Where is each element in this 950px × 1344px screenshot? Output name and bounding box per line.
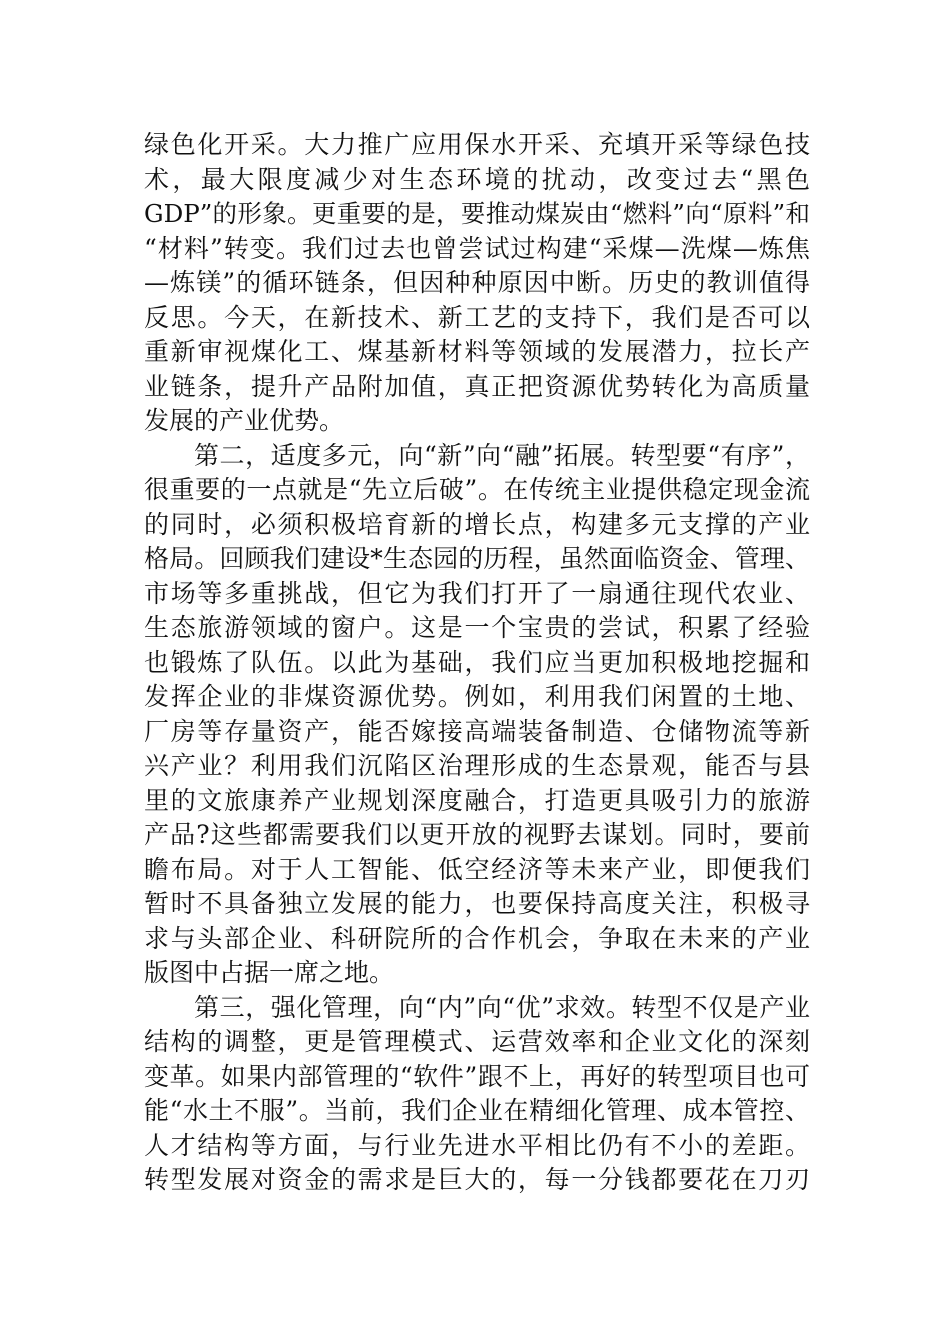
text-line: 绿色化开采。大力推广应用保水开采、充填开采等绿色技 bbox=[144, 130, 810, 159]
text-line: GDP”的形象。更重要的是，要推动煤炭由“燃料”向“原料”和 bbox=[144, 199, 810, 228]
text-line: 变革。如果内部管理的“软件”跟不上，再好的转型项目也可 bbox=[144, 1061, 810, 1091]
text-line: 能“水土不服”。当前，我们企业在精细化管理、成本管控、 bbox=[144, 1096, 810, 1125]
text-line: 瞻布局。对于人工智能、低空经济等未来产业，即便我们 bbox=[144, 854, 810, 884]
text-line: 暂时不具备独立发展的能力，也要保持高度关注，积极寻 bbox=[144, 889, 810, 918]
text-line: 重新审视煤化工、煤基新材料等领域的发展潜力，拉长产 bbox=[144, 337, 810, 366]
text-line: 的同时，必须积极培育新的增长点，构建多元支撑的产业 bbox=[144, 509, 810, 539]
text-line: 格局。回顾我们建设*生态园的历程，虽然面临资金、管理、 bbox=[144, 544, 810, 573]
text-line: 反思。今天，在新技术、新工艺的支持下，我们是否可以 bbox=[144, 302, 810, 332]
paragraph-start-line: 第三，强化管理，向“内”向“优”求效。转型不仅是产业 bbox=[194, 992, 810, 1022]
text-line: —炼镁”的循环链条，但因种种原因中断。历史的教训值得 bbox=[144, 268, 810, 297]
text-line: 厂房等存量资产，能否嫁接高端装备制造、仓储物流等新 bbox=[144, 716, 810, 746]
text-line: 求与头部企业、科研院所的合作机会，争取在未来的产业 bbox=[144, 923, 810, 953]
text-line: 人才结构等方面，与行业先进水平相比仍有不小的差距。 bbox=[144, 1130, 810, 1160]
text-line: 很重要的一点就是“先立后破”。在传统主业提供稳定现金流 bbox=[144, 475, 810, 504]
text-line: 生态旅游领域的窗户。这是一个宝贵的尝试，积累了经验 bbox=[144, 613, 810, 642]
text-line: 产品?这些都需要我们以更开放的视野去谋划。同时，要前 bbox=[144, 820, 810, 849]
text-line: 版图中占据一席之地。 bbox=[144, 958, 395, 987]
text-line: 发展的产业优势。 bbox=[144, 406, 345, 435]
text-line: 里的文旅康养产业规划深度融合，打造更具吸引力的旅游 bbox=[144, 785, 810, 815]
text-line: 转型发展对资金的需求是巨大的，每一分钱都要花在刀刃 bbox=[144, 1165, 810, 1194]
paragraph-start-line: 第二，适度多元，向“新”向“融”拓展。转型要“有序”， bbox=[194, 440, 810, 470]
document-body bbox=[144, 128, 810, 1198]
text-line: 也锻炼了队伍。以此为基础，我们应当更加积极地挖掘和 bbox=[144, 647, 810, 677]
text-line: 术，最大限度减少对生态环境的扰动，改变过去“黑色 bbox=[144, 164, 810, 194]
text-line: 发挥企业的非煤资源优势。例如，利用我们闲置的土地、 bbox=[144, 682, 810, 711]
text-line: “材料”转变。我们过去也曾尝试过构建“采煤—洗煤—炼焦 bbox=[144, 233, 810, 263]
text-line: 业链条，提升产品附加值，真正把资源优势转化为高质量 bbox=[144, 371, 810, 401]
text-line: 结构的调整，更是管理模式、运营效率和企业文化的深刻 bbox=[144, 1027, 810, 1056]
text-line: 市场等多重挑战，但它为我们打开了一扇通往现代农业、 bbox=[144, 578, 810, 608]
text-line: 兴产业？利用我们沉陷区治理形成的生态景观，能否与县 bbox=[144, 751, 810, 780]
